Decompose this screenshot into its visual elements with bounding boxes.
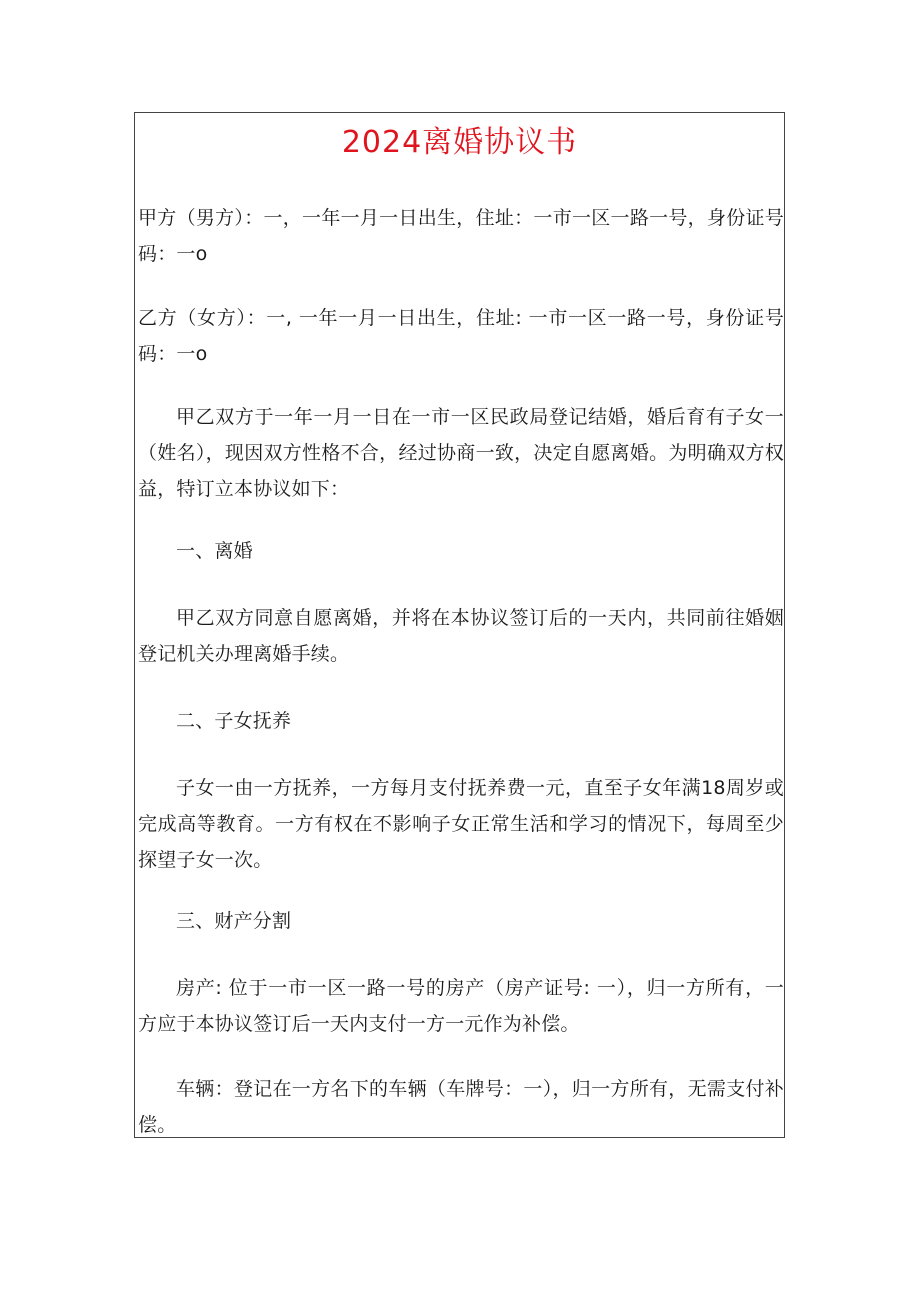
party-b-paragraph: 乙方（女方）：一, 一年一月一日出生，住址: 一市一区一路一号，身份证号码：一o xyxy=(138,307,784,365)
property-vehicle-paragraph: 车辆：登记在一方名下的车辆（车牌号：一），归一方所有，无需支付补偿。 xyxy=(138,1078,784,1136)
party-a-paragraph: 甲方（男方）：一，一年一月一日出生，住址：一市一区一路一号，身份证号码：一o xyxy=(138,207,784,265)
property-house-paragraph: 房产: 位于一市一区一路一号的房产（房产证号: 一），归一方所有，一方应于本协议签订后一天内支付一方一元作为补偿。 xyxy=(138,977,784,1035)
document-title: 2024离婚协议书 xyxy=(341,125,578,160)
document-frame xyxy=(134,112,785,1138)
section-heading-child-custody: 二、子女抚养 xyxy=(176,710,292,732)
child-custody-paragraph: 子女一由一方抚养，一方每月支付抚养费一元，直至子女年满18周岁或完成高等教育。一方有权在不影响子女正常生活和学习的情况下，每周至少探望子女一次。 xyxy=(138,777,784,871)
section-heading-property-division: 三、财产分割 xyxy=(176,910,292,932)
section-heading-divorce: 一、离婚 xyxy=(176,540,253,562)
marriage-background-paragraph: 甲乙双方于一年一月一日在一市一区民政局登记结婚，婚后育有子女一（姓名），现因双方性格不合，经过协商一致，决定自愿离婚。为明确双方权益，特订立本协议如下： xyxy=(138,406,784,500)
divorce-clause-paragraph: 甲乙双方同意自愿离婚，并将在本协议签订后的一天内，共同前往婚姻登记机关办理离婚手续。 xyxy=(138,607,784,665)
